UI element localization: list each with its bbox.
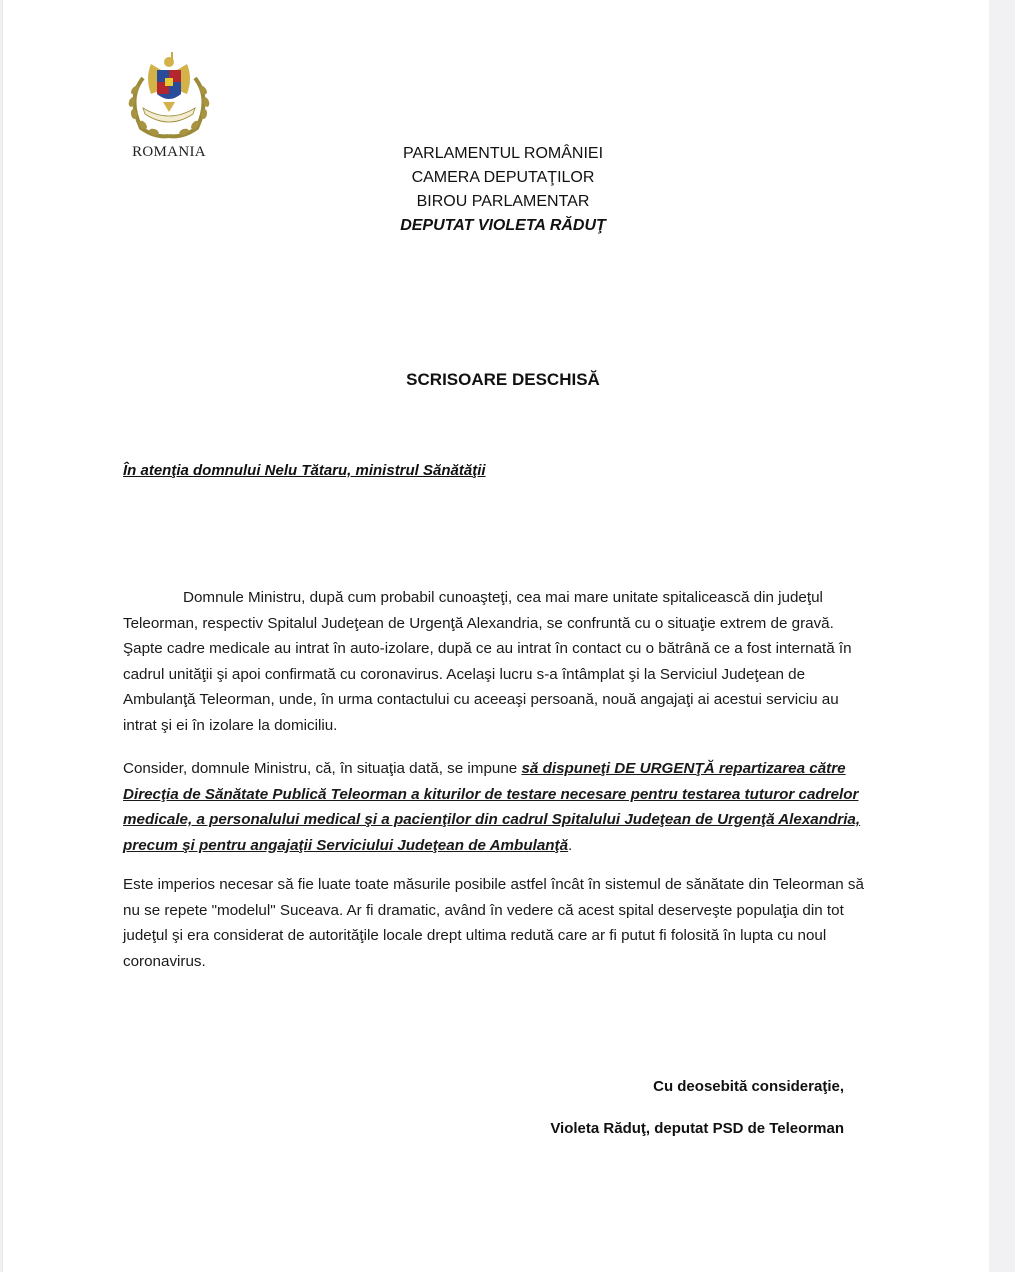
- closing-salutation: Cu deosebită consideraţie,: [653, 1078, 844, 1095]
- addressee-line: În atenţia domnului Nelu Tătaru, ministrul Sănătăţii: [123, 462, 486, 479]
- paragraph-3: Este imperios necesar să fie luate toate măsurile posibile astfel încât în sistemul de sănătate din Teleorman să nu se repete "modelul" Suceava. Ar fi dramatic, având în vedere că acest spital deserveşte populaţia din tot judeţul şi era considerat de autorităţile locale drept ultima redută care ar fi putut fi folosită în lupta cu noul coronavirus.: [123, 876, 864, 970]
- paragraph-2: [123, 756, 868, 858]
- paragraph-2-tail: .: [568, 836, 573, 854]
- letterhead-office: BIROU PARLAMENTAR: [416, 193, 590, 210]
- coat-of-arms-icon: [121, 50, 217, 142]
- paragraph-2-emphasis: să dispuneţi DE URGENŢĂ repartizarea către Direcţia de Sănătate Publică Teleorman a kiturilor de testare necesare pentru testarea tuturor cadrelor medicale, a personalului medical şi a pacienţilor din cadrul Spitalului Judeţean de Urgenţă Alexandria, precum şi pentru angajaţii Serviciului Judeţean de Ambulanţă: [123, 760, 861, 854]
- emblem-caption: ROMANIA: [132, 144, 206, 160]
- paragraph-2-lead: Consider, domnule Ministru, că, în situaţia dată, se impune: [123, 760, 522, 777]
- document-title: SCRISOARE DESCHISĂ: [406, 370, 600, 389]
- letterhead-deputy: DEPUTAT VIOLETA RĂDUŢ: [400, 217, 606, 234]
- paragraph-1: Domnule Ministru, după cum probabil cunoaşteţi, cea mai mare unitate spitalicească din judeţul Teleorman, respectiv Spitalul Judeţean de Urgenţă Alexandria, se confruntă cu o situaţie extrem de gravă. Şapte cadre medicale au intrat în auto-izolare, după ce au intrat în contact cu o bătrână ce a fost internată în cadrul unităţii şi apoi confirmată cu coronavirus. Acelaşi lucru s-a întâmplat şi la Serviciul Judeţean de Ambulanţă Teleorman, unde, în urma contactului cu aceeaşi persoană, nouă angajaţi ai acestui serviciu au intrat şi ei în izolare la domiciliu.: [123, 589, 852, 734]
- letterhead-parliament: PARLAMENTUL ROMÂNIEI: [402, 145, 604, 162]
- letterhead: [343, 142, 663, 238]
- letterhead-chamber: CAMERA DEPUTAŢILOR: [411, 169, 595, 186]
- document-page: [2, 0, 990, 1272]
- signature-line: Violeta Răduţ, deputat PSD de Teleorman: [550, 1120, 844, 1137]
- viewer-side-margin: [989, 0, 1015, 1272]
